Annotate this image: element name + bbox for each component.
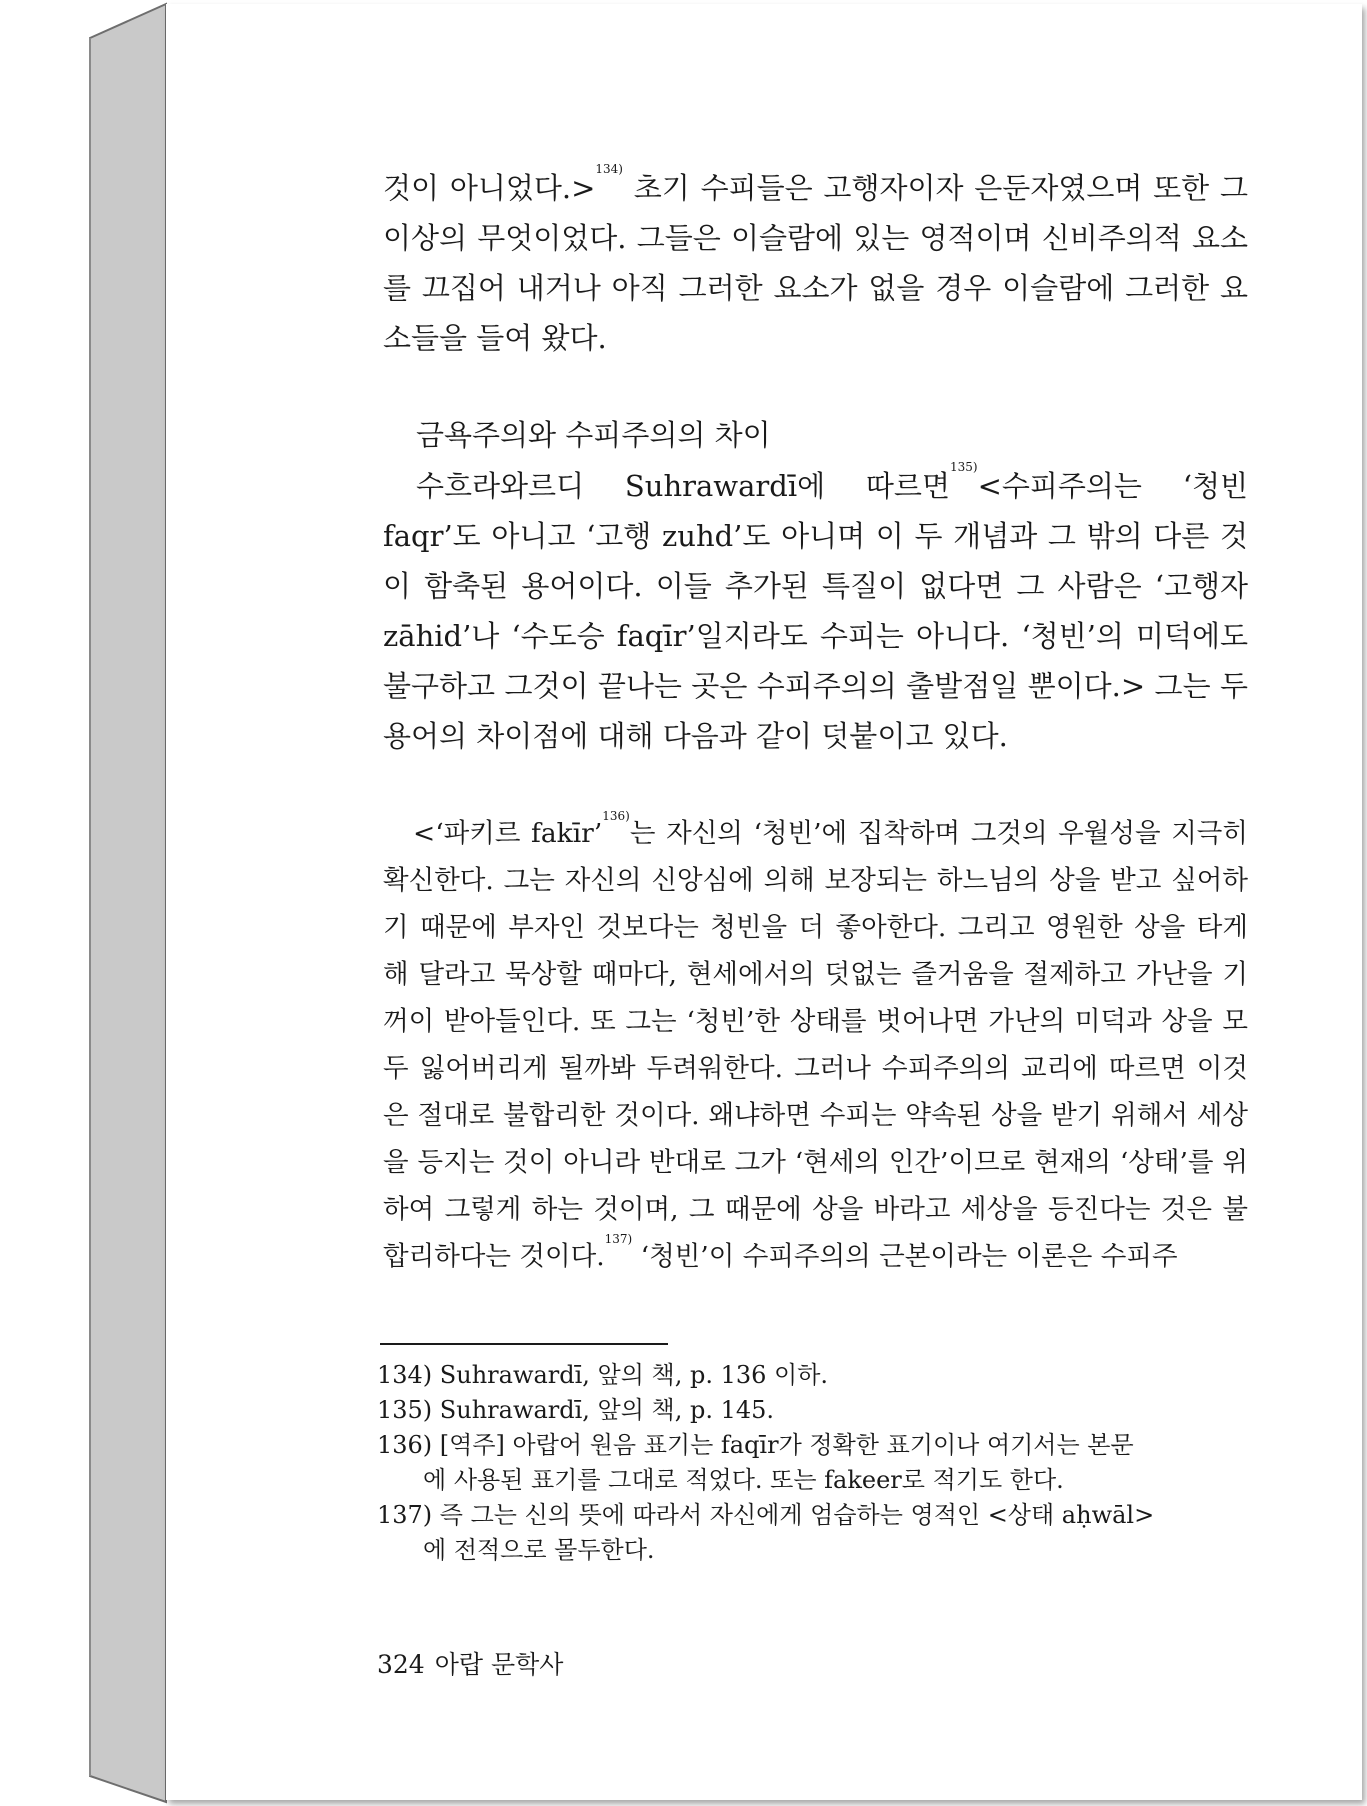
- quote-text: 는 자신의 ‘청빈’에 집착하며 그것의 우월성을 지극히 확신한다. 그는 자신의 신앙심에 의해 보장되는 하느님의 상을 받고 싶어하기 때문에 부자인 것보다는 청빈을 더 좋아한다. 그리고 영원한 상을 타게 해 달라고 묵상할 때마다, 현세에서의 덧없는 즐거움을 절제하고 가난을 기꺼이 받아들인다. 또 그는 ‘청빈’한 상태를 벗어나면 가난의 미덕과 상을 모두 잃어버리게 될까봐 두려워한다. 그러나 수피주의의 교리에 따르면 이것은 절대로 불합리한 것이다. 왜냐하면 수피는 약속된 상을 받기 위해서 세상을 등지는 것이 아니라 반대로 그가 ‘현세의 인간’이므로 현재의 ‘상태’를 위하여 그렇게 하는 것이며, 그 때문에 상을 바라고 세상을 등진다는 것은 불합리하다는 것이다.: [383, 818, 1248, 1272]
- footnote: 135) Suhrawardī, 앞의 책, p. 145.: [377, 1396, 775, 1424]
- paragraph-text: 수흐라와르디 Suhrawardī에 따르면: [416, 469, 950, 503]
- page-footer: [377, 1645, 563, 1681]
- footnote: 136) [역주] 아랍어 원음 표기는 faqīr가 정확한 표기이나 여기서는 본문: [377, 1431, 1134, 1459]
- footnote-continuation: 에 사용된 표기를 그대로 적었다. 또는 fakeer로 적기도 한다.: [423, 1466, 1064, 1494]
- quote-text: <‘파키르 fakīr’: [413, 818, 603, 849]
- body-paragraph: [383, 163, 1248, 363]
- footnote-divider: [380, 1343, 668, 1345]
- paragraph-text: 것이 아니었다.>: [383, 171, 596, 205]
- page-number: 324: [377, 1650, 425, 1679]
- footnote-ref: 134): [595, 162, 623, 176]
- body-paragraph: [383, 461, 1248, 761]
- quote-block: [383, 810, 1248, 1280]
- footnote-ref: 135): [949, 460, 978, 474]
- paragraph-text: <수피주의는 ‘청빈 faqr’도 아니고 ‘고행 zuhd’도 아니며 이 두 개념과 그 밖의 다른 것이 함축된 용어이다. 이들 추가된 특질이 없다면 그 사람은 ‘고행자 zāhid’나 ‘수도승 faqīr’일지라도 수피는 아니다. ‘청빈’의 미덕에도 불구하고 그것이 끝나는 곳은 수피주의의 출발점일 뿐이다.> 그는 두 용어의 차이점에 대해 다음과 같이 덧붙이고 있다.: [383, 469, 1248, 753]
- footnote: 137) 즉 그는 신의 뜻에 따라서 자신에게 엄습하는 영적인 <상태 aḥwāl>: [377, 1501, 1155, 1529]
- footnote-continuation: 에 전적으로 몰두한다.: [423, 1536, 655, 1564]
- footnote: 134) Suhrawardī, 앞의 책, p. 136 이하.: [377, 1361, 829, 1389]
- running-title: 아랍 문학사: [434, 1650, 564, 1679]
- quote-text: ‘청빈’이 수피주의의 근본이라는 이론은 수피주: [632, 1241, 1178, 1272]
- book-spine: [0, 0, 180, 1806]
- footnote-ref: 137): [604, 1232, 633, 1246]
- footnote-ref: 136): [602, 809, 630, 823]
- footnotes: [377, 1358, 1247, 1568]
- paragraph-text: 초기 수피들은 고행자이자 은둔자였으며 또한 그 이상의 무엇이었다. 그들은 이슬람에 있는 영적이며 신비주의적 요소를 끄집어 내거나 아직 그러한 요소가 없을 경우 이슬람에 그러한 요소들을 들여 왔다.: [383, 171, 1248, 355]
- section-heading: 금욕주의와 수피주의의 차이: [416, 418, 771, 452]
